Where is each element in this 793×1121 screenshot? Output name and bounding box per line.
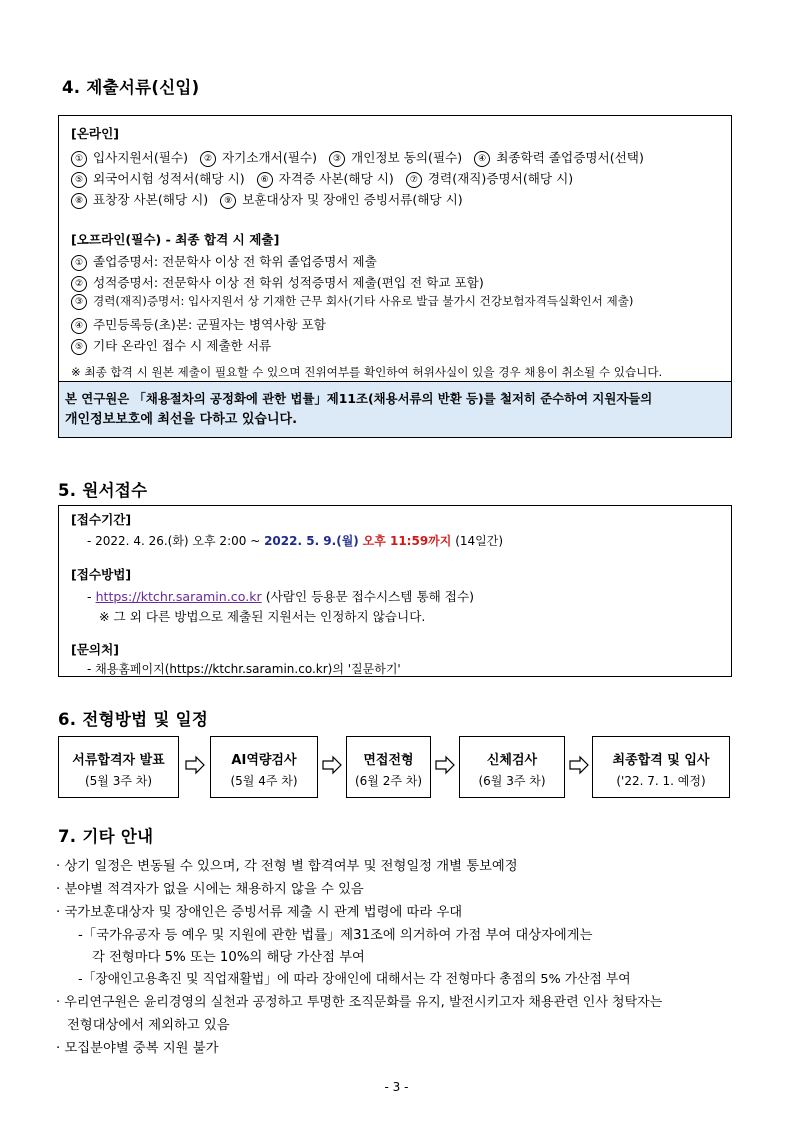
step-title: 신체검사 — [486, 753, 538, 768]
arrow-right-icon — [434, 754, 456, 776]
step-title: 최종합격 및 입사 — [612, 753, 710, 768]
contact-line: - 채용홈페이지(https://ktchr.saramin.co.kr)의 '질문하기' — [87, 662, 401, 676]
section4-heading: 4. 제출서류(신입) — [62, 78, 200, 97]
online-row-1 — [71, 147, 644, 167]
step-final-hire — [592, 736, 730, 798]
period-end-date: 2022. 5. 9.(월) — [264, 534, 359, 548]
step-ai-test — [210, 736, 318, 798]
step-document-results — [58, 736, 179, 798]
notice-line: · 분야별 적격자가 없을 시에는 채용하지 않을 수 있음 — [56, 882, 364, 897]
notice-line: · 모집분야별 중복 지원 불가 — [56, 1041, 219, 1056]
period-end-time: 오후 11:59까지 — [362, 534, 452, 548]
section5-heading: 5. 원서접수 — [58, 481, 148, 500]
offline-item: ④ 주민등록등(초)본: 군필자는 병역사항 포함 — [71, 314, 326, 334]
offline-item: ① 졸업증명서: 전문학사 이상 전 학위 졸업증명서 제출 — [71, 251, 377, 271]
recruitment-site-link[interactable]: https://ktchr.saramin.co.kr — [95, 589, 262, 604]
documents-box — [58, 115, 732, 438]
step-interview — [346, 736, 431, 798]
method-desc: (사람인 등용문 접수시스템 통해 접수) — [265, 589, 475, 604]
method-title: [접수방법] — [71, 567, 132, 582]
online-item: ① 입사지원서(필수) — [71, 150, 188, 165]
contact-title: [문의처] — [71, 642, 120, 657]
period-title: [접수기간] — [71, 512, 132, 527]
online-row-2 — [71, 168, 573, 188]
step-sub: (6월 2주 차) — [354, 774, 423, 788]
online-item: ⑧ 표창장 사본(해당 시) — [71, 192, 208, 207]
online-item: ⑤ 외국어시험 성적서(해당 시) — [71, 171, 245, 186]
method-line — [87, 586, 474, 605]
offline-item: ⑤ 기타 온라인 접수 시 제출한 서류 — [71, 335, 271, 355]
online-title: [온라인] — [71, 126, 120, 141]
notice-subline: 각 전형마다 5% 또는 10%의 해당 가산점 부여 — [92, 950, 365, 965]
section7-heading: 7. 기타 안내 — [58, 827, 154, 846]
online-item: ③ 개인정보 동의(필수) — [329, 150, 462, 165]
notice-line: · 상기 일정은 변동될 수 있으며, 각 전형 별 합격여부 및 전형일정 개별 통보예정 — [56, 859, 518, 874]
privacy-notice — [59, 381, 731, 437]
online-item: ⑦ 경력(재직)증명서(해당 시) — [406, 171, 573, 186]
step-title: AI역량검사 — [231, 753, 297, 768]
online-row-3 — [71, 189, 463, 209]
online-item: ⑥ 자격증 사본(해당 시) — [257, 171, 394, 186]
offline-item: ② 성적증명서: 전문학사 이상 전 학위 성적증명서 제출(편입 전 학교 포함) — [71, 272, 484, 292]
notice-line-cont: 전형대상에서 제외하고 있음 — [67, 1018, 230, 1033]
arrow-right-icon — [568, 754, 590, 776]
step-sub: (5월 4주 차) — [230, 774, 298, 788]
section6-heading: 6. 전형방법 및 일정 — [58, 710, 209, 729]
page-number: - 3 - — [384, 1080, 409, 1094]
period-start: - 2022. 4. 26.(화) 오후 2:00 ~ — [87, 534, 261, 548]
method-dash: - — [87, 589, 92, 604]
step-title: 면접전형 — [363, 753, 414, 768]
notice-line: · 국가보훈대상자 및 장애인은 증빙서류 제출 시 관계 법령에 따라 우대 — [56, 905, 463, 920]
online-item: ⑨ 보훈대상자 및 장애인 증빙서류(해당 시) — [220, 192, 463, 207]
step-sub: (5월 3주 차) — [84, 774, 153, 788]
notice-subline: -「장애인고용촉진 및 직업재활법」에 따라 장애인에 대해서는 각 전형마다 총점의 5% 가산점 부여 — [78, 972, 631, 987]
method-note: ※ 그 외 다른 방법으로 제출된 지원서는 인정하지 않습니다. — [99, 609, 426, 624]
step-title: 서류합격자 발표 — [72, 753, 165, 768]
notice-subline: -「국가유공자 등 예우 및 지원에 관한 법률」제31조에 의거하여 가점 부여 대상자에게는 — [78, 928, 593, 943]
application-box — [58, 505, 732, 677]
period-line — [87, 532, 503, 549]
arrow-right-icon — [321, 754, 343, 776]
step-sub: (6월 3주 차) — [478, 774, 546, 788]
arrow-right-icon — [184, 754, 206, 776]
step-sub: ('22. 7. 1. 예정) — [616, 774, 706, 788]
notice-line: · 우리연구원은 윤리경영의 실천과 공정하고 투명한 조직문화를 유지, 발전시키고자 채용관련 인사 청탁자는 — [56, 995, 663, 1010]
offline-item: ③ 경력(재직)증명서: 입사지원서 상 기재한 근무 회사(기타 사유로 발급 불가시 건강보험자격득실확인서 제출) — [71, 293, 633, 310]
offline-title: [오프라인(필수) - 최종 합격 시 제출] — [71, 232, 280, 247]
online-item: ④ 최종학력 졸업증명서(선택) — [474, 150, 644, 165]
privacy-notice-line1: 본 연구원은 「채용절차의 공정화에 관한 법률」제11조(채용서류의 반환 등)를 철저히 준수하여 지원자들의 — [65, 391, 653, 406]
step-medical-exam — [459, 736, 565, 798]
online-item: ② 자기소개서(필수) — [200, 150, 317, 165]
period-days: (14일간) — [455, 534, 504, 548]
original-docs-note: ※ 최종 합격 시 원본 제출이 필요할 수 있으며 진위여부를 확인하여 허위사실이 있을 경우 채용이 취소될 수 있습니다. — [71, 365, 663, 379]
privacy-notice-line2: 개인정보보호에 최선을 다하고 있습니다. — [65, 412, 298, 427]
